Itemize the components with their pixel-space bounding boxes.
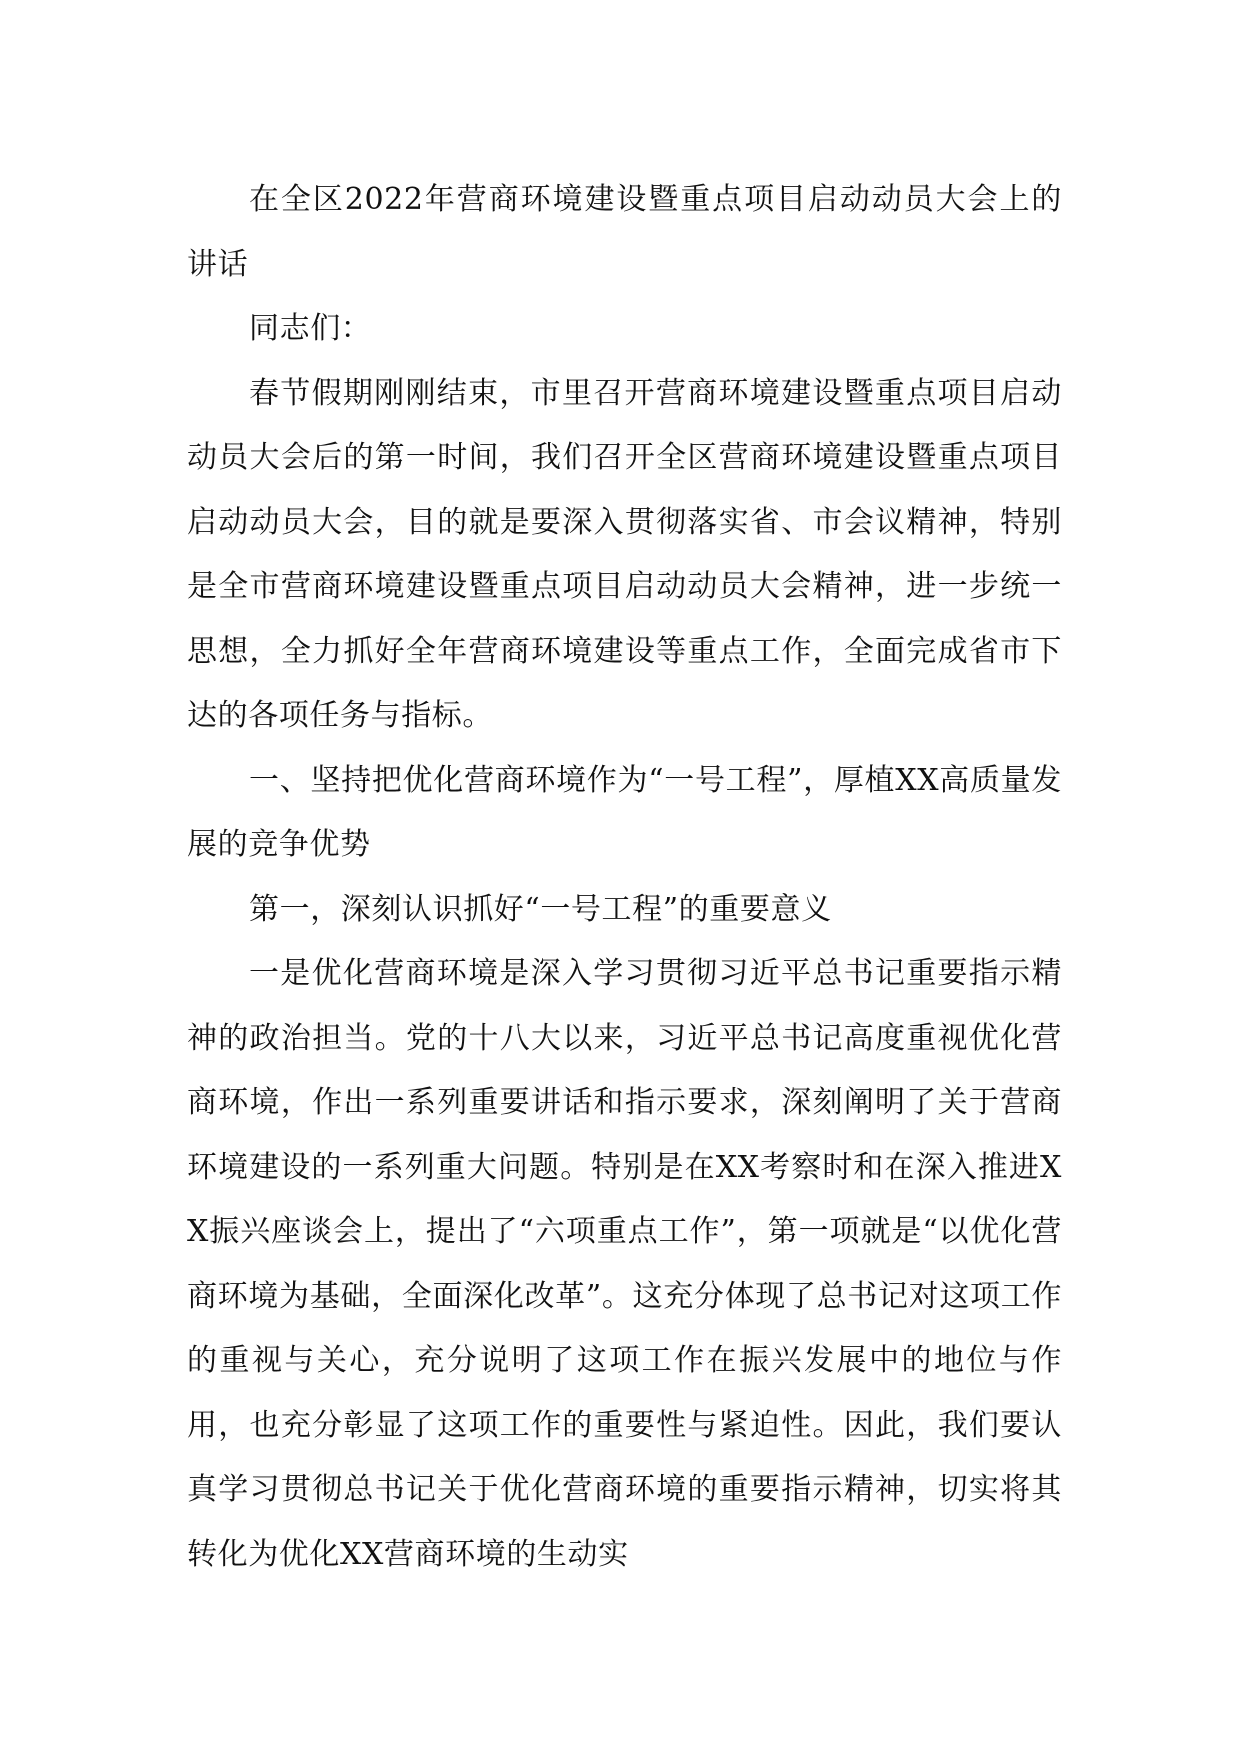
paragraph-point-1: 一是优化营商环境是深入学习贯彻习近平总书记重要指示精神的政治担当。党的十八大以来，习近平总书记高度重视优化营商环境，作出一系列重要讲话和指示要求，深刻阐明了关于营商环境建设的一系列重大问题。特别是在XX考察时和在深入推进XX振兴座谈会上，提出了“六项重点工作”，第一项就是“以优化营商环境为基础，全面深化改革”。这充分体现了总书记对这项工作的重视与关心，充分说明了这项工作在振兴发展中的地位与作用，也充分彰显了这项工作的重要性与紧迫性。因此，我们要认真学习贯彻总书记关于优化营商环境的重要指示精神，切实将其转化为优化XX营商环境的生动实 [187, 956, 1062, 1572]
subsection-heading-1: 第一，深刻认识抓好“一号工程”的重要意义 [249, 891, 832, 927]
paragraph-intro: 春节假期刚刚结束，市里召开营商环境建设暨重点项目启动动员大会后的第一时间，我们召开全区营商环境建设暨重点项目启动动员大会，目的就是要深入贯彻落实省、市会议精神，特别是全市营商环境建设暨重点项目启动动员大会精神，进一步统一思想，全力抓好全年营商环境建设等重点工作，全面完成省市下达的各项任务与指标。 [187, 375, 1062, 733]
document-title: 在全区2022年营商环境建设暨重点项目启动动员大会上的讲话 [187, 182, 1062, 282]
section-heading-1: 一、坚持把优化营商环境作为“一号工程”，厚植XX高质量发展的竞争优势 [187, 762, 1062, 862]
salutation: 同志们： [249, 311, 372, 346]
document-body [187, 168, 1062, 1587]
